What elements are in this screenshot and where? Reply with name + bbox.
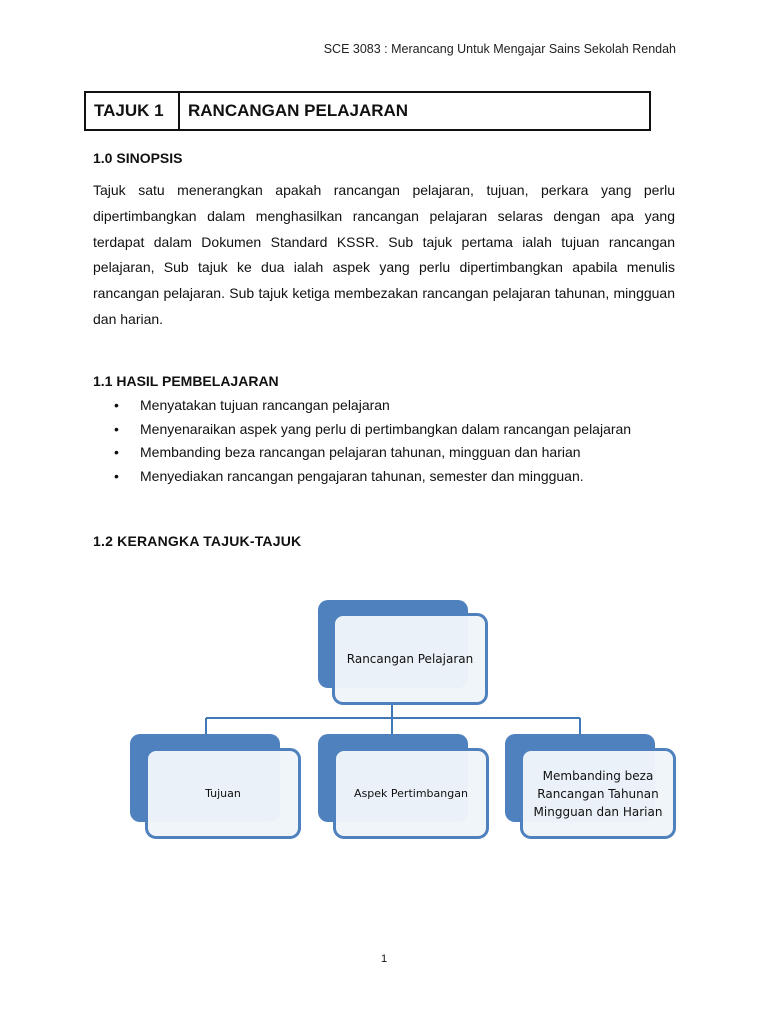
list-item	[112, 397, 675, 414]
bullet-icon: •	[114, 467, 119, 484]
child-node-tujuan	[145, 748, 301, 839]
list-item-text: Menyatakan tujuan rancangan pelajaran	[140, 397, 390, 413]
learning-outcomes-heading: 1.1 HASIL PEMBELAJARAN	[93, 373, 279, 389]
topic-number: TAJUK 1	[86, 93, 180, 129]
list-item	[112, 421, 675, 438]
bullet-icon: •	[114, 420, 119, 437]
learning-outcomes-list	[112, 397, 675, 491]
child-node-membanding	[520, 748, 676, 839]
root-node-label: Rancangan Pelajaran	[346, 652, 474, 666]
bullet-icon: •	[114, 444, 119, 460]
list-item-text: Menyediakan rancangan pengajaran tahunan, semester dan mingguan.	[140, 467, 584, 484]
document-header: SCE 3083 : Merancang Untuk Mengajar Sains Sekolah Rendah	[323, 42, 676, 56]
list-item	[112, 444, 675, 461]
bullet-icon: •	[114, 397, 119, 413]
topic-title: RANCANGAN PELAJARAN	[188, 101, 409, 120]
page-number: 1	[380, 953, 388, 965]
framework-heading: 1.2 KERANGKA TAJUK-TAJUK	[93, 533, 302, 549]
list-item	[112, 468, 675, 485]
child-node-aspek	[333, 748, 489, 839]
topic-title-box	[84, 91, 651, 131]
root-node	[332, 613, 488, 705]
synopsis-heading: 1.0 SINOPSIS	[93, 150, 183, 166]
child-node-label: Aspek Pertimbangan	[354, 787, 468, 800]
synopsis-paragraph: Tajuk satu menerangkan apakah rancangan pelajaran, tujuan, perkara yang perlu dipertimbangkan dalam menghasilkan rancangan pelajaran selaras dengan apa yang terdapat dalam Dokumen Standard KSSR. Sub tajuk pertama ialah tujuan rancangan pelajaran, Sub tajuk ke dua ialah aspek yang perlu dipertimbangkan apabila menulis rancangan pelajaran. Sub tajuk ketiga membezakan rancangan pelajaran tahunan, mingguan dan harian.	[93, 182, 675, 327]
list-item-text: Menyenaraikan aspek yang perlu di pertimbangkan dalam rancangan pelajaran	[140, 420, 632, 437]
child-node-label: Membanding beza Rancangan Tahunan Mingguan dan Harian	[533, 768, 663, 819]
list-item-text: Membanding beza rancangan pelajaran tahunan, mingguan dan harian	[140, 444, 581, 460]
child-node-label: Tujuan	[205, 787, 241, 800]
